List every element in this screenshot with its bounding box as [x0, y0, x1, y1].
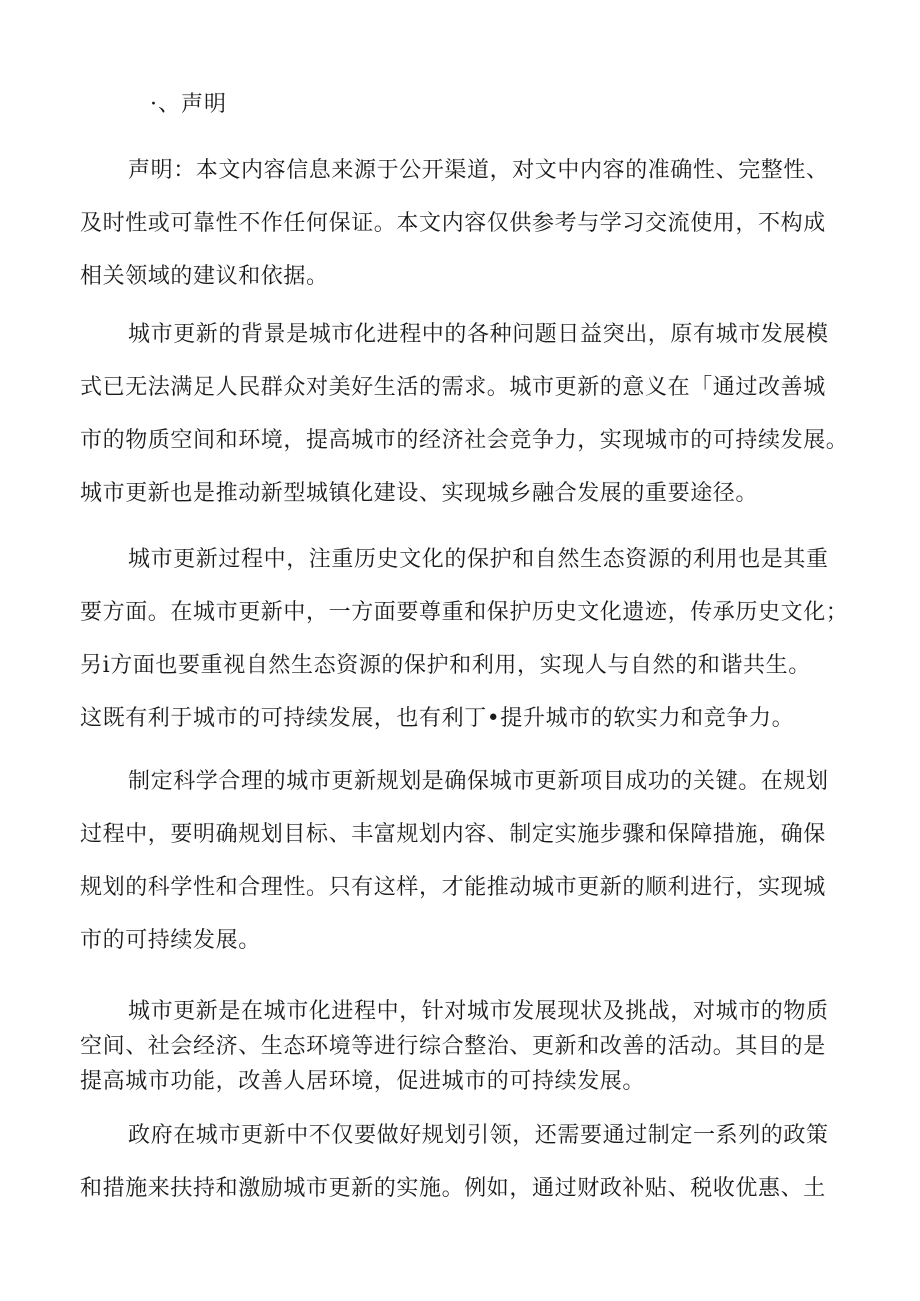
paragraph-line: 规划的科学性和合理性。只有这样，才能推动城市更新的顺利进行，实现城: [80, 875, 826, 900]
paragraph-line: 相关领域的建议和依据。: [80, 264, 329, 289]
paragraph-line: 城市更新过程中，注重历史文化的保护和自然生态资源的利用也是其重: [128, 547, 829, 572]
paragraph-line: 声明：本文内容信息来源于公开渠道，对文中内容的准确性、完整性、: [128, 158, 829, 183]
paragraph-line: 政府在城市更新中不仅要做好规划引领，还需要通过制定一系列的政策: [128, 1123, 829, 1148]
paragraph-line: 制定科学合理的城市更新规划是确保城市更新项目成功的关键。在规划: [128, 769, 829, 794]
paragraph-line: 过程中，要明确规划目标、丰富规划内容、制定实施步骤和保障措施，确保: [80, 822, 826, 847]
heritage-paragraph: [80, 533, 849, 745]
paragraph-line: 要方面。在城市更新中，一方面要尊重和保护历史文化遗迹，传承历史文化；: [80, 600, 849, 625]
definition-paragraph: [80, 994, 840, 1099]
disclaimer-paragraph: [80, 144, 840, 303]
paragraph-line: 提高城市功能，改善人居环境，促进城市的可持续发展。: [80, 1069, 646, 1094]
section-heading: ·、声明: [150, 92, 227, 117]
paragraph-line: 城市更新也是推动新型城镇化建设、实现城乡融合发展的重要途径。: [80, 481, 759, 506]
paragraph-line: 式已无法满足人民群众对美好生活的需求。城市更新的意义在「通过改善城: [80, 375, 826, 400]
paragraph-line: 市的可持续发展。: [80, 928, 261, 953]
paragraph-line: 城市更新是在城市化进程中，针对城市发展现状及挑战，对城市的物质: [128, 999, 829, 1024]
planning-paragraph: [80, 755, 840, 967]
paragraph-line: 这既有利于城市的可持续发展，也有利丁•提升城市的软实力和竞争力。: [80, 706, 795, 731]
paragraph-line: 空间、社会经济、生态环境等进行综合整治、更新和改善的活动。其目的是: [80, 1034, 826, 1059]
paragraph-line: 及时性或可靠性不作任何保证。本文内容仅供参考与学习交流使用，不构成: [80, 211, 826, 236]
background-paragraph: [80, 308, 849, 520]
paragraph-line: 和措施来扶持和激励城市更新的实施。例如，通过财政补贴、税收优惠、土: [80, 1176, 826, 1201]
paragraph-line: 城市更新的背景是城市化进程中的各种问题日益突出，原有城市发展模: [128, 322, 829, 347]
government-paragraph: [80, 1109, 840, 1215]
paragraph-line: 另i方面也要重视自然生态资源的保护和利用，实现人与自然的和谐共生。: [80, 653, 811, 678]
paragraph-line: 市的物质空间和环境，提高城市的经济社会竞争力，实现城市的可持续发展。: [80, 428, 849, 453]
